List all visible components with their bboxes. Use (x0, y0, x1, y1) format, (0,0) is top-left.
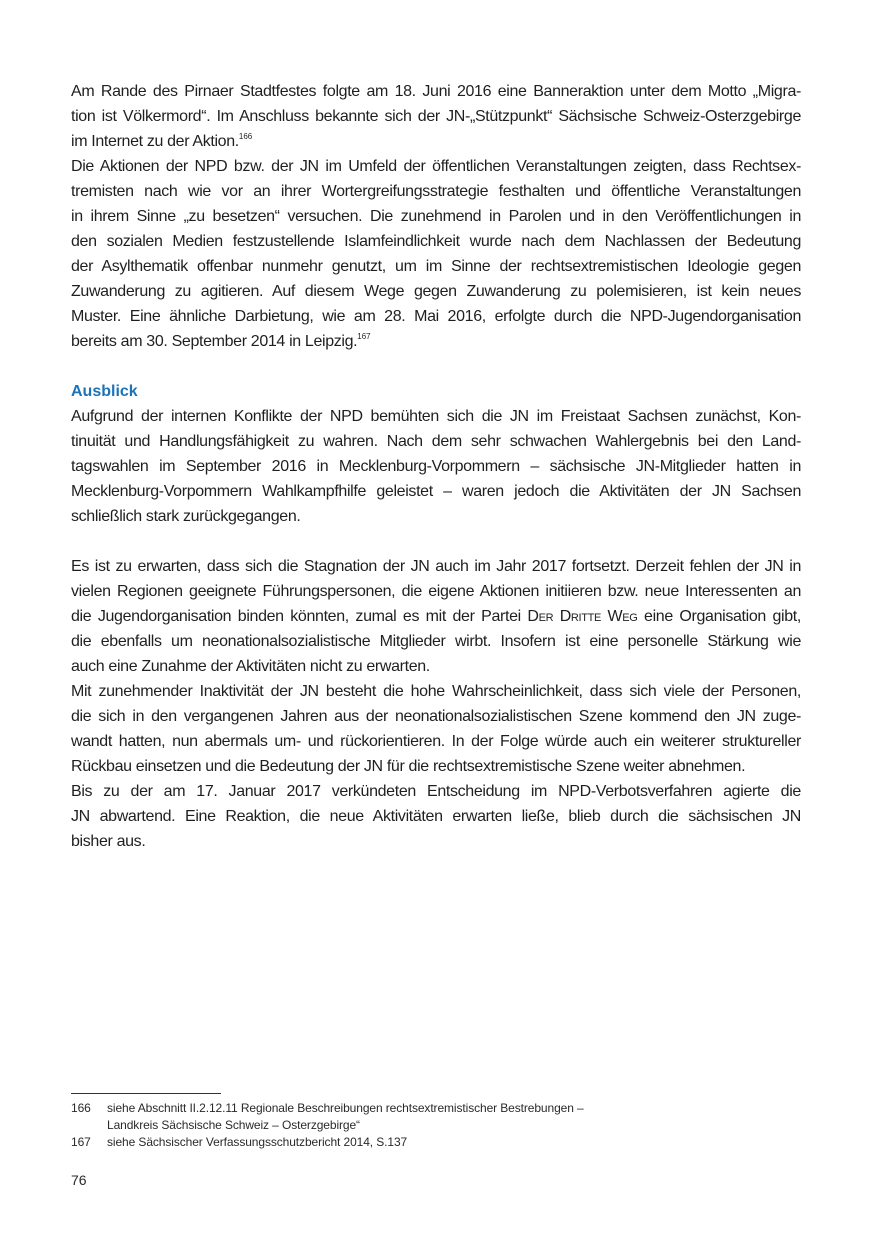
text-line: tinuität und Handlungsfähigkeit zu wahren. Nach dem sehr schwachen Wahlergebnis bei den Land- (71, 433, 801, 450)
footnote-number: 166 (71, 1101, 91, 1115)
text-line: Zuwanderung zu agitieren. Auf diesem Wege gegen Zuwanderung zu polemisieren, ist kein neues (71, 283, 801, 300)
footnote-text: siehe Sächsischer Verfassungsschutzbericht 2014, S.137 (107, 1135, 408, 1149)
text-line: die ebenfalls um neonationalsozialistische Mitglieder wirbt. Insofern ist eine personelle Stärkung wie (71, 633, 801, 650)
text-line (71, 129, 801, 154)
text-line: Die Aktionen der NPD bzw. der JN im Umfeld der öffentlichen Veranstaltungen zeigten, dass Rechtsex- (71, 158, 801, 175)
text-line: tion ist Völkermord“. Im Anschluss bekannte sich der JN-„Stützpunkt“ Sächsische Schweiz-Osterzgebirge (71, 108, 801, 125)
paragraph-banneraktion (71, 79, 801, 154)
text-line: der Asylthematik offenbar nunmehr genutzt, um im Sinne der rechtsextremistischen Ideologie gegen (71, 258, 801, 275)
paragraph-inaktivitaet (71, 679, 801, 779)
footnote-ref-166[interactable]: 166 (238, 132, 253, 141)
page-number: 76 (71, 1172, 87, 1188)
text-line: Aufgrund der internen Konflikte der NPD bemühten sich die JN im Freistaat Sachsen zunächst, Kon- (71, 408, 801, 425)
text-segment: bereits am 30. September 2014 in Leipzig. (71, 333, 358, 350)
text-line: in ihrem Sinne „zu besetzen“ versuchen. Die zunehmend in Parolen und in den Veröffentlichungen in (71, 208, 801, 225)
text-line: Am Rande des Pirnaer Stadtfestes folgte am 18. Juni 2016 eine Banneraktion unter dem Motto „Migra- (71, 83, 801, 100)
text-segment: die Jugendorganisation binden könnten, zumal es mit der Partei (71, 608, 528, 625)
paragraph-verbotsverfahren (71, 779, 801, 854)
text-line: Es ist zu erwarten, dass sich die Stagnation der JN auch im Jahr 2017 fortsetzt. Derzeit fehlen der JN in (71, 558, 801, 575)
footnote-166 (71, 1100, 584, 1134)
text-line: tagswahlen im September 2016 in Mecklenburg-Vorpommern – sächsische JN-Mitglieder hatten in (71, 458, 801, 475)
text-line (71, 604, 801, 629)
text-line: Mecklenburg-Vorpommern Wahlkampfhilfe geleistet – waren jedoch die Aktivitäten der JN Sachsen (71, 483, 801, 500)
party-name: Der Dritte Weg (527, 608, 638, 625)
document-body (71, 79, 801, 854)
footnote-text: siehe Abschnitt II.2.12.11 Regionale Beschreibungen rechtsextremistischer Bestrebungen – (107, 1101, 584, 1115)
text-segment: eine Organisation gibt, (637, 608, 801, 625)
footnote-text: Landkreis Sächsische Schweiz – Osterzgebirge“ (107, 1118, 360, 1132)
text-line: JN abwartend. Eine Reaktion, die neue Aktivitäten erwarten ließe, blieb durch die sächsischen JN (71, 808, 801, 825)
text-line: tremisten nach wie vor an ihrer Wortergreifungsstrategie festhalten und öffentliche Veranstaltungen (71, 183, 801, 200)
text-line: Bis zu der am 17. Januar 2017 verkündeten Entscheidung im NPD-Verbotsverfahren agierte die (71, 783, 801, 800)
paragraph-konflikte (71, 404, 801, 529)
text-segment: im Internet zu der Aktion. (71, 133, 239, 150)
text-line: bisher aus. (71, 833, 146, 850)
footnote-167 (71, 1134, 407, 1151)
text-line (71, 329, 801, 354)
footnote-ref-167[interactable]: 167 (357, 332, 371, 341)
text-line: schließlich stark zurückgegangen. (71, 508, 301, 525)
text-line: Mit zunehmender Inaktivität der JN besteht die hohe Wahrscheinlichkeit, dass sich viele der Personen, (71, 683, 801, 700)
text-line: den sozialen Medien festzustellende Islamfeindlichkeit wurde nach dem Nachlassen der Bedeutung (71, 233, 801, 250)
text-line: die sich in den vergangenen Jahren aus der neonationalsozialistischen Szene kommend den JN zuge- (71, 708, 801, 725)
paragraph-aktionen (71, 154, 801, 354)
text-line: wandt hatten, nun abermals um- und rückorientieren. In der Folge würde auch ein weiterer struktureller (71, 733, 801, 750)
text-line: vielen Regionen geeignete Führungspersonen, die eigene Aktionen initiieren bzw. neue Interessenten an (71, 583, 801, 600)
text-line: Muster. Eine ähnliche Darbietung, wie am 28. Mai 2016, erfolgte durch die NPD-Jugendorganisation (71, 308, 801, 325)
paragraph-stagnation (71, 554, 801, 679)
text-line: auch eine Zunahme der Aktivitäten nicht zu erwarten. (71, 658, 430, 675)
text-line: Rückbau einsetzen und die Bedeutung der JN für die rechtsextremistische Szene weiter abnehmen. (71, 758, 746, 775)
footnote-divider (71, 1093, 221, 1094)
section-heading-ausblick: Ausblick (71, 383, 138, 400)
footnote-number: 167 (71, 1135, 91, 1149)
